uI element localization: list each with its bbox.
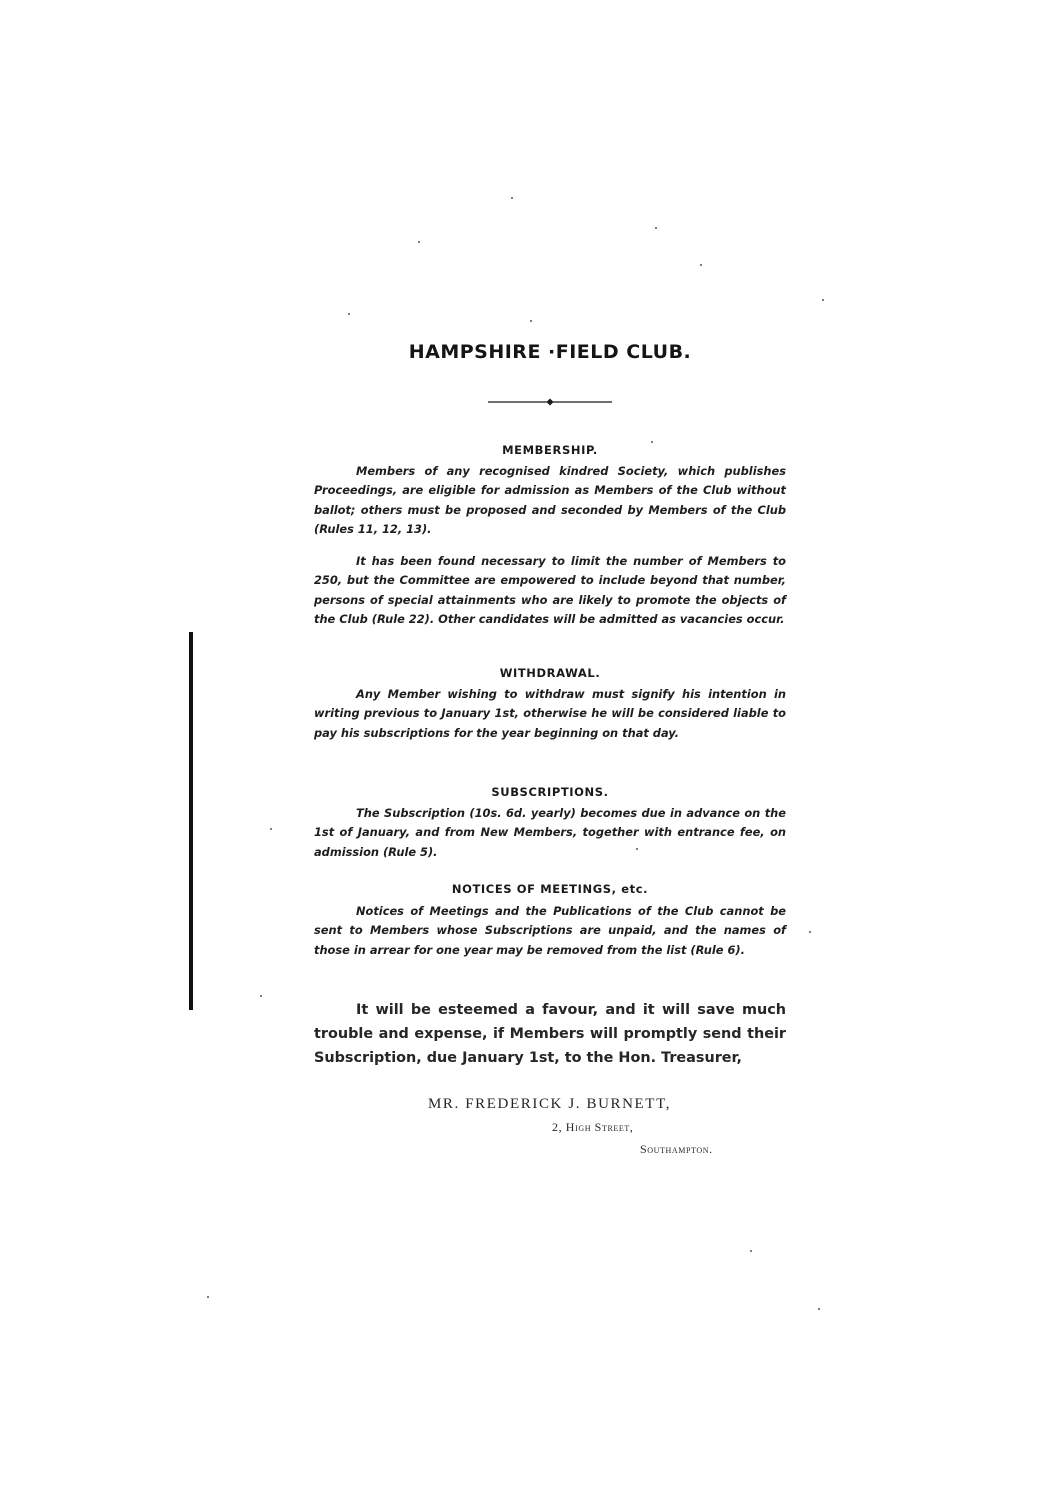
print-speck [655,227,657,229]
section-heading-notices: NOTICES OF MEETINGS, etc. [451,882,649,896]
treasurer-name: MR. FREDERICK J. BURNETT, [428,1096,672,1112]
print-speck [348,313,350,315]
print-speck [270,828,272,830]
treasurer-town: Southampton. [640,1142,713,1156]
document-title: HAMPSHIRE ·FIELD CLUB. [408,341,692,363]
print-speck [207,1296,209,1298]
withdrawal-paragraph: Any Member wishing to withdraw must signify his intention in writing previous to January 1st, otherwise he will be considered liable to pay his subscriptions for the year beginning on that day. [314,687,786,740]
subscriptions-paragraph: The Subscription (10s. 6d. yearly) becomes due in advance on the 1st of January, and from New Members, together with entrance fee, on admission (Rule 5). [314,806,786,859]
print-speck [530,320,532,322]
section-heading-membership: MEMBERSHIP. [502,443,598,457]
membership-paragraph-eligibility: Members of any recognised kindred Society, which publishes Proceedings, are eligible for admission as Members of the Club without ballot; others must be proposed and seconded by Members of the Club (Rules 11, 12, 13). [314,464,786,537]
print-speck [700,264,702,266]
section-heading-withdrawal: WITHDRAWAL. [499,666,601,680]
print-speck [511,197,513,199]
notices-paragraph: Notices of Meetings and the Publications of the Club cannot be sent to Members whose Subscriptions are unpaid, and the names of those in arrear for one year may be removed from the list (Rule 6). [314,904,786,957]
treasurer-street: 2, High Street, [552,1120,634,1134]
title-divider-ornament [488,397,612,407]
print-speck [809,931,811,933]
print-speck [822,299,824,301]
membership-paragraph-limit: It has been found necessary to limit the number of Members to 250, but the Committee are empowered to include beyond that number, persons of special attainments who are likely to promote the objects of the Club (Rule 22). Other candidates will be admitted as vacancies occur. [314,554,786,627]
section-heading-subscriptions: SUBSCRIPTIONS. [491,785,609,799]
page-binding-edge [189,632,193,1010]
print-speck [750,1250,752,1252]
print-speck [260,995,262,997]
print-speck [418,241,420,243]
treasurer-notice: It will be esteemed a favour, and it will save much trouble and expense, if Members will promptly send their Subscription, due January 1st, to the Hon. Treasurer, [314,1002,786,1066]
print-speck [818,1308,820,1310]
